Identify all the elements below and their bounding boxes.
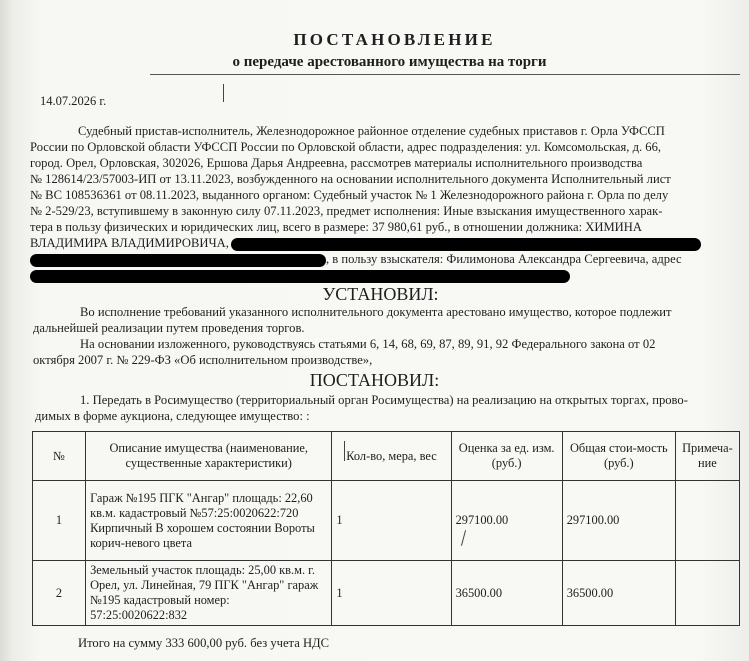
section-heading-established: УСТАНОВИЛ:: [322, 284, 439, 304]
redaction-bar: [231, 238, 701, 251]
document-subtitle: о передаче арестованного имущества на торги: [232, 54, 547, 70]
resolved-line: 1. Передать в Росимущество (территориальный орган Росимущества) на реализацию на открытых торгах, прово-: [80, 393, 688, 407]
intro-paragraph: [30, 123, 730, 283]
cell-total: 36500.00: [562, 561, 675, 626]
established-line: Во исполнение требований указанного исполнительного документа арестовано имущество, которое подлежит: [80, 305, 672, 319]
redaction-bar: [30, 270, 570, 283]
cell-note: [675, 481, 739, 561]
cell-total: 297100.00: [562, 481, 675, 561]
scan-artifact: [344, 441, 345, 461]
redaction-bar: [30, 254, 326, 267]
cell-num: 2: [33, 561, 86, 626]
cell-description: Гараж №195 ПГК "Ангар" площадь: 22,60 кв.м. кадастровый №57:25:0020622:720 Кирпичный В хорошем состоянии Вороты корич-невого цвета: [86, 481, 332, 561]
cell-unit-price: 36500.00: [451, 561, 562, 626]
debtor-name: ВЛАДИМИРА ВЛАДИМИРОВИЧА,: [30, 236, 229, 250]
creditor-text: , в пользу взыскателя: Филимонова Александра Сергеевича, адрес: [326, 252, 682, 266]
intro-line: Судебный пристав-исполнитель, Железнодорожное районное отделение судебных приставов г. Орла УФССП: [78, 124, 665, 138]
table-row: [33, 481, 740, 561]
cell-quantity: 1: [332, 481, 451, 561]
scan-artifact: [223, 84, 224, 102]
cell-num: 1: [33, 481, 86, 561]
document-title: ПОСТАНОВЛЕНИЕ: [293, 30, 496, 49]
property-table: [32, 431, 740, 626]
column-header-description: Описание имущества (наименование, существенные характеристики): [86, 432, 332, 481]
established-line: На основании изложенного, руководствуясь статьями 6, 14, 68, 69, 87, 89, 91, 92 Федерального закона от 02: [80, 337, 656, 351]
intro-line-debtor: [30, 235, 730, 251]
document-date: 14.07.2026 г.: [40, 94, 107, 108]
intro-line: № 128614/23/57003-ИП от 13.11.2023, возбужденного на основании исполнительного документа Исполнительный лист: [30, 172, 671, 186]
column-header-total: Общая стои-мость (руб.): [562, 432, 675, 481]
cell-description: Земельный участок площадь: 25,00 кв.м. г. Орел, ул. Линейная, 79 ПГК "Ангар" гараж №195 кадастровый номер: 57:25:0020622:832: [86, 561, 332, 626]
column-header-quantity: Кол-во, мера, вес: [332, 432, 451, 481]
established-line: дальнейшей реализации путем проведения торгов.: [33, 321, 305, 335]
intro-line: тера в пользу физических и юридических лиц, всего в размере: 37 980,61 руб., в отношении должника: ХИМИНА: [30, 220, 642, 234]
intro-line: России по Орловской области УФССП России по Орловской области, адрес подразделения: ул. Комсомольская, д. 66,: [30, 140, 662, 154]
table-row: [33, 561, 740, 626]
intro-line: № 2-529/23, вступившему в законную силу 07.11.2023, предмет исполнения: Иные взыскания имущественного харак-: [30, 204, 663, 218]
established-line: октября 2007 г. № 229-ФЗ «Об исполнительном производстве»,: [33, 353, 373, 367]
resolved-line: димых в форме аукциона, следующее имущество: :: [35, 409, 310, 423]
established-paragraph: [33, 304, 733, 368]
column-header-note: Примеча-ние: [675, 432, 739, 481]
table-header-row: [33, 432, 740, 481]
intro-line: № ВС 108536361 от 08.11.2023, выданного органом: Судебный участок № 1 Железнодорожного района г. Орла по делу: [30, 188, 669, 202]
section-heading-resolved: ПОСТАНОВИЛ:: [309, 370, 440, 390]
total-summary: Итого на сумму 333 600,00 руб. без учета НДС: [78, 636, 330, 650]
intro-line: город. Орел, Орловская, 302026, Ершова Дарья Андреевна, рассмотрев материалы исполнительного производства: [30, 156, 643, 170]
intro-line-address: [30, 267, 730, 283]
column-header-num: №: [33, 432, 86, 481]
title-underline: [150, 74, 740, 75]
column-header-unit-price: Оценка за ед. изм. (руб.): [451, 432, 562, 481]
cell-unit-price: 297100.00: [451, 481, 562, 561]
resolved-paragraph: [35, 392, 735, 424]
cell-quantity: 1: [332, 561, 451, 626]
intro-line-creditor: [30, 251, 730, 267]
cell-note: [675, 561, 739, 626]
